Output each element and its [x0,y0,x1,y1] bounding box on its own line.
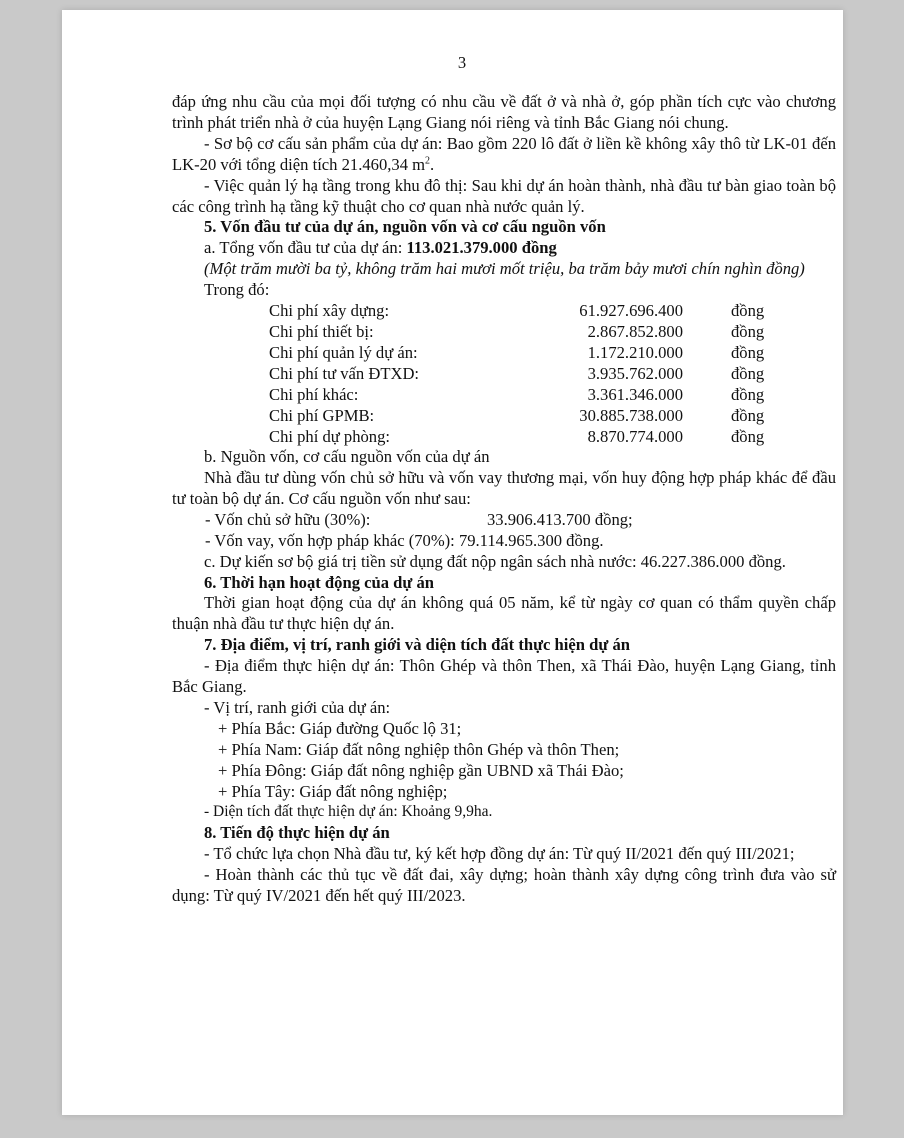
cost-unit: đồng [731,427,765,447]
total-investment-words: (Một trăm mười ba tỷ, không trăm hai mươi mốt triệu, ba trăm bảy mươi chín nghìn đồng) [204,259,805,279]
boundary-item: + Phía Đông: Giáp đất nông nghiệp gần UBND xã Thái Đào; [218,760,624,780]
cost-value: 3.361.346.000 [587,385,683,405]
intro-paragraph: đáp ứng nhu cầu của mọi đối tượng có nhu cầu về đất ở và nhà ở, góp phần tích cực vào chương trình phát triển nhà ở của huyện Lạng Giang nói riêng và tỉnh Bắc Giang nói chung. [172,92,836,132]
boundary-item: + Phía Bắc: Giáp đường Quốc lộ 31; [218,718,462,738]
cost-name: Chi phí xây dựng: [269,301,390,321]
capital-source-text: Nhà đầu tư dùng vốn chủ sở hữu và vốn vay thương mại, vốn huy động hợp pháp khác để đầu tư toàn bộ dự án. Cơ cấu nguồn vốn như sau: [172,467,836,508]
area-paragraph: - Diện tích đất thực hiện dự án: Khoảng 9,9ha. [204,803,493,821]
document-page [62,10,843,1115]
cost-name: Chi phí GPMB: [269,406,375,426]
total-investment-label: a. Tổng vốn đầu tư của dự án: [204,238,407,258]
cost-value: 3.935.762.000 [587,364,683,384]
cost-row [172,342,836,363]
capital-source-heading: b. Nguồn vốn, cơ cấu nguồn vốn của dự án [204,447,490,467]
section5-heading: 5. Vốn đầu tư của dự án, nguồn vốn và cơ cấu nguồn vốn [204,217,606,237]
equity-label: - Vốn chủ sở hữu (30%): [205,509,371,529]
land-fee-paragraph: c. Dự kiến sơ bộ giá trị tiền sử dụng đất nộp ngân sách nhà nước: 46.227.386.000 đồng. [204,551,786,571]
product-structure-paragraph [172,134,836,176]
section8-heading: 8. Tiến độ thực hiện dự án [204,823,390,843]
boundary-label: - Vị trí, ranh giới của dự án: [204,697,391,717]
loan-value: 79.114.965.300 đồng. [458,530,604,550]
schedule-item-2: - Hoàn thành các thủ tục về đất đai, xây dựng; hoàn thành xây dựng công trình đưa vào sử dụng: Từ quý IV/2021 đến hết quý III/2023. [172,865,836,906]
cost-value: 2.867.852.800 [587,322,683,342]
page-number: 3 [457,53,467,72]
cost-unit: đồng [731,385,765,405]
equity-value: 33.906.413.700 đồng; [487,509,633,529]
total-investment-value: 113.021.379.000 đồng [406,238,557,258]
section7-heading: 7. Địa điểm, vị trí, ranh giới và diện tích đất thực hiện dự án [204,635,631,655]
section6-heading: 6. Thời hạn hoạt động của dự án [204,572,435,592]
cost-unit: đồng [731,406,765,426]
cost-name: Chi phí khác: [269,385,359,405]
cost-name: Chi phí tư vấn ĐTXD: [269,364,420,384]
infrastructure-paragraph: - Việc quản lý hạ tầng trong khu đô thị: Sau khi dự án hoàn thành, nhà đầu tư bàn giao toàn bộ các công trình hạ tầng kỹ thuật cho cơ quan nhà nước quản lý. [172,175,836,216]
cost-table [172,300,836,447]
loan-row [172,531,836,552]
cost-unit: đồng [731,322,765,342]
cost-unit: đồng [731,301,765,321]
cost-unit: đồng [731,364,765,384]
cost-name: Chi phí dự phòng: [269,427,391,447]
document-body [172,92,836,907]
cost-row [172,321,836,342]
total-investment [172,238,836,259]
schedule-item-1: - Tổ chức lựa chọn Nhà đầu tư, ký kết hợp đồng dự án: Từ quý II/2021 đến quý III/2021; [204,844,795,864]
product-structure-text: - Sơ bộ cơ cấu sản phẩm của dự án: Bao gồm 220 lô đất ở liền kề không xây thô từ LK-01 đến LK-20 với tổng diện tích 21.460,34 m [172,133,836,174]
cost-row [172,384,836,405]
cost-name: Chi phí quản lý dự án: [269,343,418,363]
cost-row [172,363,836,384]
equity-row [172,510,836,531]
cost-value: 30.885.738.000 [579,406,683,426]
area-unit-superscript: 2 [425,155,431,167]
cost-value: 8.870.774.000 [587,427,683,447]
boundary-item: + Phía Tây: Giáp đất nông nghiệp; [218,781,448,801]
cost-row [172,426,836,447]
cost-unit: đồng [731,343,765,363]
section6-text: Thời gian hoạt động của dự án không quá 05 năm, kể từ ngày cơ quan có thẩm quyền chấp thuận nhà đầu tư thực hiện dự án. [172,593,836,634]
cost-name: Chi phí thiết bị: [269,322,374,342]
loan-label: - Vốn vay, vốn hợp pháp khác (70%): [205,530,459,550]
cost-value: 61.927.696.400 [579,301,683,321]
product-structure-end: . [430,154,435,174]
boundary-item: + Phía Nam: Giáp đất nông nghiệp thôn Ghép và thôn Then; [218,739,620,759]
cost-row [172,300,836,321]
among-label: Trong đó: [204,280,270,300]
location-paragraph: - Địa điểm thực hiện dự án: Thôn Ghép và thôn Then, xã Thái Đào, huyện Lạng Giang, tỉnh Bắc Giang. [172,656,836,697]
cost-value: 1.172.210.000 [587,343,683,363]
cost-row [172,405,836,426]
